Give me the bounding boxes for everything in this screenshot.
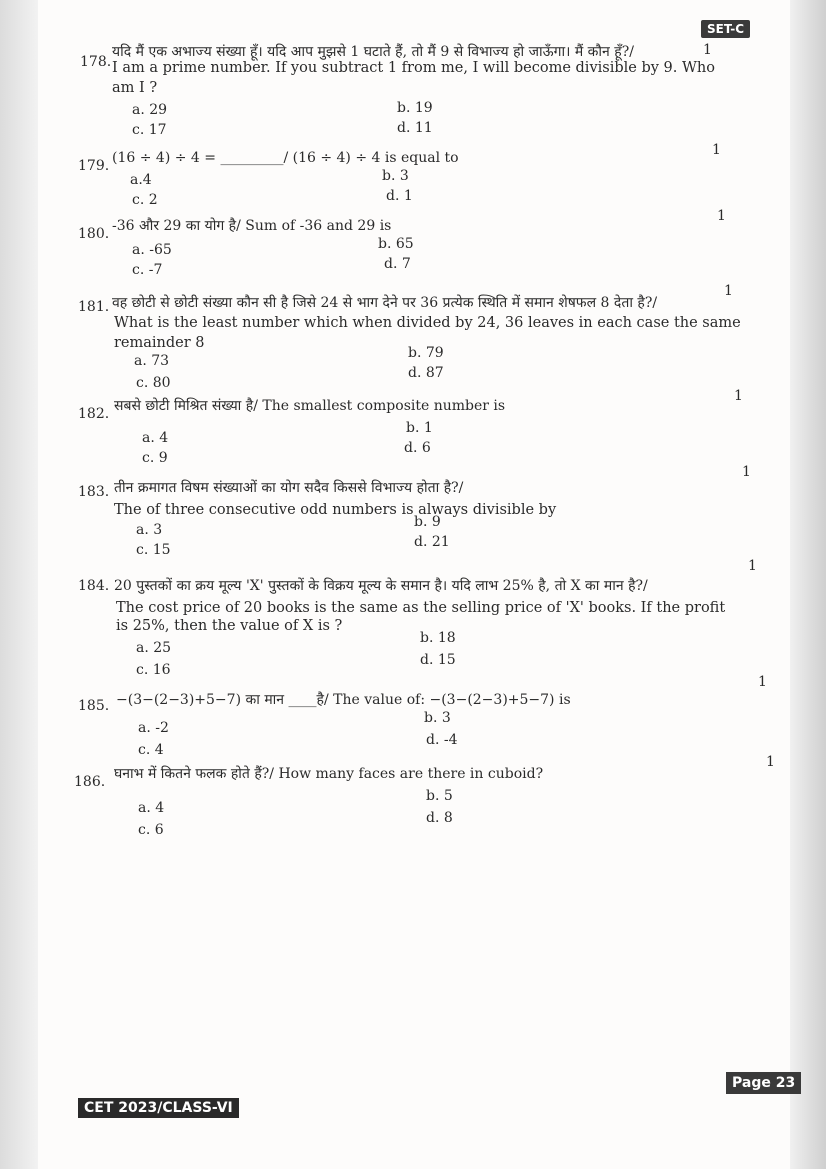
marks: 1: [717, 208, 726, 224]
question-text-hindi: 20 पुस्तकों का क्रय मूल्य 'X' पुस्तकों के विक्रय मूल्य के समान है। यदि लाभ 25% है, तो X का मान है?/: [114, 578, 648, 594]
marks: 1: [724, 283, 733, 299]
option-a: a. 4: [142, 430, 169, 446]
option-c: c. 15: [136, 542, 171, 558]
option-a: a. 3: [136, 522, 163, 538]
question-text: सबसे छोटी मिश्रित संख्या है/ The smallest composite number is: [114, 398, 506, 414]
set-badge: SET-C: [701, 20, 750, 38]
marks: 1: [734, 388, 743, 404]
marks: 1: [748, 558, 757, 574]
question-text: −(3−(2−3)+5−7) का मान ____है/ The value of: −(3−(2−3)+5−7) is: [116, 692, 571, 708]
option-c: c. 16: [136, 662, 171, 678]
question-number: 184.: [78, 578, 110, 594]
option-c: c. 17: [132, 122, 167, 138]
question-text-english: What is the least number which when divided by 24, 36 leaves in each case the same: [114, 315, 741, 331]
question-number: 186.: [74, 774, 106, 790]
option-b: b. 65: [378, 236, 414, 252]
option-d: d. 6: [404, 440, 431, 456]
option-a: a. 25: [136, 640, 172, 656]
marks: 1: [703, 42, 712, 58]
option-d: d. 15: [420, 652, 456, 668]
question-text-english: The cost price of 20 books is the same as the selling price of 'X' books. If the profit: [116, 600, 726, 616]
question-number: 182.: [78, 406, 110, 422]
option-d: d. 7: [384, 256, 411, 272]
marks: 1: [712, 142, 721, 158]
marks: 1: [758, 674, 767, 690]
option-d: d. 1: [386, 188, 413, 204]
option-b: b. 79: [408, 345, 444, 361]
question-number: 183.: [78, 484, 110, 500]
marks: 1: [742, 464, 751, 480]
question-text-english-cont: am I ?: [112, 80, 158, 96]
question-text-hindi: वह छोटी से छोटी संख्या कौन सी है जिसे 24 से भाग देने पर 36 प्रत्येक स्थिति में समान शेषफल 8 देता है?/: [112, 295, 658, 311]
exam-footer-label: CET 2023/CLASS-VI: [78, 1098, 239, 1118]
option-b: b. 3: [382, 168, 409, 184]
option-a: a. -2: [138, 720, 169, 736]
option-a: a. -65: [132, 242, 172, 258]
option-c: c. 4: [138, 742, 164, 758]
option-b: b. 3: [424, 710, 451, 726]
question-number: 185.: [78, 698, 110, 714]
option-c: c. 6: [138, 822, 164, 838]
question-text-english: I am a prime number. If you subtract 1 from me, I will become divisible by 9. Who: [112, 60, 715, 76]
question-number: 181.: [78, 299, 110, 315]
marks: 1: [766, 754, 775, 770]
option-a: a. 73: [134, 353, 170, 369]
question-number: 178.: [80, 54, 112, 70]
question-text-hindi: यदि मैं एक अभाज्य संख्या हूँ। यदि आप मुझसे 1 घटाते हैं, तो मैं 9 से विभाज्य हो जाऊँगा। मैं कौन हूँ?/: [112, 44, 634, 60]
option-c: c. 9: [142, 450, 168, 466]
option-a: a.4: [130, 172, 152, 188]
question-text: घनाभ में कितने फलक होते हैं?/ How many faces are there in cuboid?: [114, 766, 544, 782]
option-c: c. -7: [132, 262, 163, 278]
option-d: d. -4: [426, 732, 458, 748]
question-text-english: The of three consecutive odd numbers is always divisible by: [114, 502, 557, 518]
scan-left-edge: [0, 0, 38, 1169]
question-text-english-cont: is 25%, then the value of X is ?: [116, 618, 343, 634]
page-number-badge: Page 23: [726, 1072, 801, 1094]
question-text: -36 और 29 का योग है/ Sum of -36 and 29 is: [112, 218, 392, 234]
question-text-hindi: तीन क्रमागत विषम संख्याओं का योग सदैव किससे विभाज्य होता है?/: [114, 480, 464, 496]
option-d: d. 87: [408, 365, 444, 381]
question-number: 179.: [78, 158, 110, 174]
scan-right-edge: [790, 0, 826, 1169]
option-b: b. 1: [406, 420, 433, 436]
option-c: c. 2: [132, 192, 158, 208]
option-d: d. 21: [414, 534, 450, 550]
option-c: c. 80: [136, 375, 171, 391]
option-a: a. 4: [138, 800, 165, 816]
question-number: 180.: [78, 226, 110, 242]
option-b: b. 9: [414, 514, 441, 530]
option-b: b. 19: [397, 100, 433, 116]
option-b: b. 5: [426, 788, 453, 804]
option-a: a. 29: [132, 102, 168, 118]
question-text-english-cont: remainder 8: [114, 335, 205, 351]
option-d: d. 11: [397, 120, 433, 136]
option-d: d. 8: [426, 810, 453, 826]
option-b: b. 18: [420, 630, 456, 646]
question-text: (16 ÷ 4) ÷ 4 = _________/ (16 ÷ 4) ÷ 4 is equal to: [112, 150, 459, 166]
